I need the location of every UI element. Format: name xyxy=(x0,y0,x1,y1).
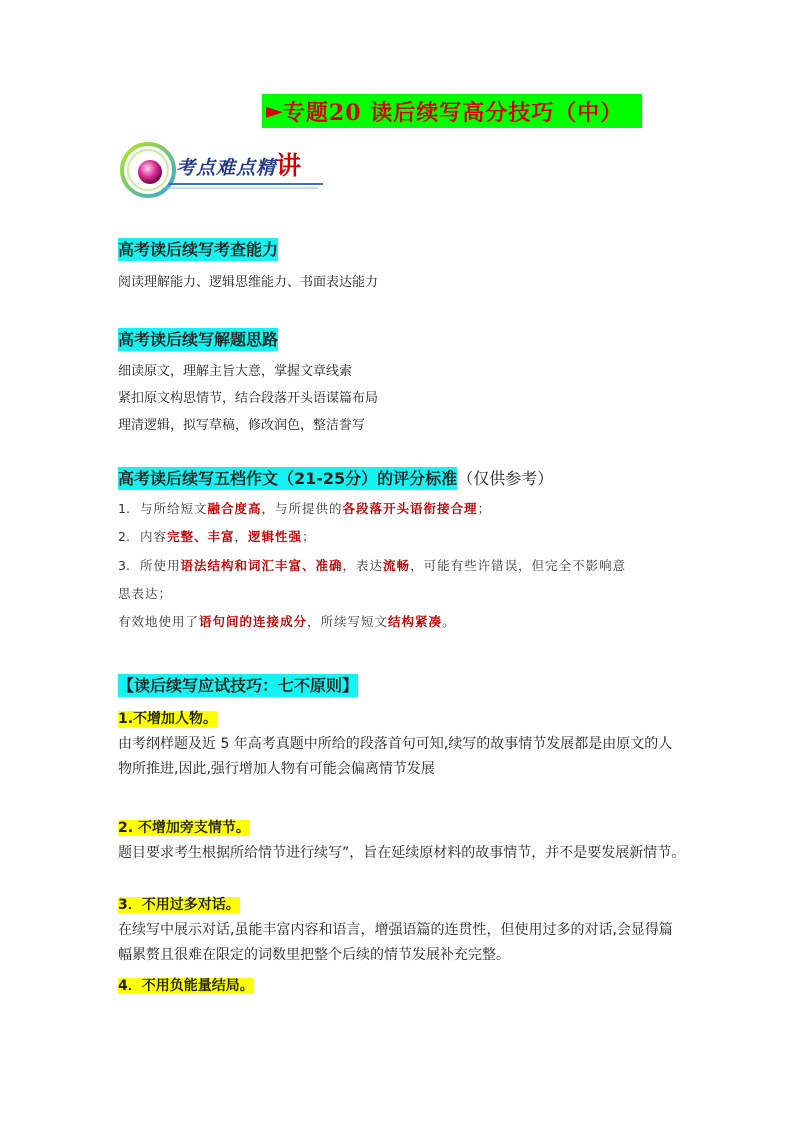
heading-text: 【读后续写应试技巧：七不原则】 xyxy=(118,676,359,695)
item-emphasis: 结构紧凑 xyxy=(388,614,443,629)
heading-note: （仅供参考） xyxy=(457,469,554,488)
heading-text: 高考读后续写解题思路 xyxy=(118,330,279,349)
principle-1-title xyxy=(118,708,217,728)
page-title xyxy=(262,94,642,128)
item-number: 2. xyxy=(118,529,130,544)
item-text: ，与所提供的 xyxy=(261,501,343,516)
item-number: 1. xyxy=(118,501,130,516)
ability-line: 阅读理解能力、逻辑思维能力、书面表达能力 xyxy=(118,275,379,290)
criteria-item-3 xyxy=(118,556,626,574)
principle-title-text: 2. 不增加旁支情节。 xyxy=(118,820,250,836)
item-text: 有效地使用了 xyxy=(118,614,200,629)
item-emphasis: 流畅 xyxy=(383,558,411,573)
item-text: 所使用 xyxy=(140,558,181,573)
item-text: ， xyxy=(234,529,249,544)
principle-2-text: 题目要求考生根据所给情节进行续写”，旨在延续原材料的故事情节，并不是要发展新情节。 xyxy=(118,845,686,861)
banner-text xyxy=(176,146,302,182)
section-heading-criteria xyxy=(118,466,553,489)
principle-1-text: 由考纲样题及近 5 年高考真题中所给的段落首句可知,续写的故事情节发展都是由原文的人物所推进,因此,强行增加人物有可能会偏离情节发展 xyxy=(118,736,673,777)
item-emphasis: 完整、丰富 xyxy=(167,529,235,544)
item-emphasis: 逻辑性强 xyxy=(248,529,303,544)
approach-line-3: 理清逻辑，拟写草稿，修改润色，整洁誊写 xyxy=(118,418,366,433)
item-emphasis: 语法结构和词汇丰富、准确 xyxy=(180,558,343,573)
item-text: ，所续写短文 xyxy=(307,614,389,629)
criteria-item-4 xyxy=(118,612,456,630)
heading-text: 高考读后续写五档作文（21-25分）的评分标准 xyxy=(118,469,458,488)
item-text: ； xyxy=(302,529,316,544)
criteria-item-2 xyxy=(118,527,316,545)
item-number: 3. xyxy=(118,558,130,573)
item-emphasis: 语句间的连接成分 xyxy=(199,614,308,629)
banner-big-char: 讲 xyxy=(276,151,303,180)
principle-title-text: 4．不用负能量结局。 xyxy=(118,978,254,994)
section-heading-approach xyxy=(118,327,278,350)
title-arrow-icon: ► xyxy=(266,98,283,124)
approach-line-2: 紧扣原文构思情节，结合段落开头语谋篇布局 xyxy=(118,391,379,406)
criteria-item-3-cont: 思表达； xyxy=(118,586,173,601)
criteria-item-1 xyxy=(118,499,491,517)
principle-title-text: 1.不增加人物。 xyxy=(118,711,218,727)
section-heading-ability xyxy=(118,237,278,260)
principle-3-title xyxy=(118,894,240,914)
item-text: 。 xyxy=(442,614,456,629)
item-text: 与所给短文 xyxy=(140,501,208,516)
principle-3-text: 在续写中展示对话,虽能丰富内容和语言，增强语篇的连贯性，但使用过多的对话,会显得篇幅累赘且很难在限定的词数里把整个后续的情节发展补充完整。 xyxy=(118,922,673,963)
section-heading-principles xyxy=(118,673,358,696)
principle-title-text: 3．不用过多对话。 xyxy=(118,897,240,913)
section-banner xyxy=(118,140,328,200)
item-text: ，表达 xyxy=(342,558,384,573)
approach-line-1: 细读原文，理解主旨大意，掌握文章线索 xyxy=(118,364,353,379)
item-emphasis: 融合度高 xyxy=(207,501,262,516)
principle-2-title xyxy=(118,817,250,837)
item-emphasis: 各段落开头语衔接合理 xyxy=(342,501,478,516)
banner-label: 考点难点精 xyxy=(176,157,277,179)
item-text: ； xyxy=(477,501,492,516)
title-text: 专题20 读后续写高分技巧（中） xyxy=(282,99,624,126)
item-text: ，可能有些许错误，但完全不影响意 xyxy=(410,558,627,573)
heading-text: 高考读后续写考查能力 xyxy=(118,240,279,259)
principle-4-title xyxy=(118,975,254,995)
item-text: 内容 xyxy=(140,529,168,544)
